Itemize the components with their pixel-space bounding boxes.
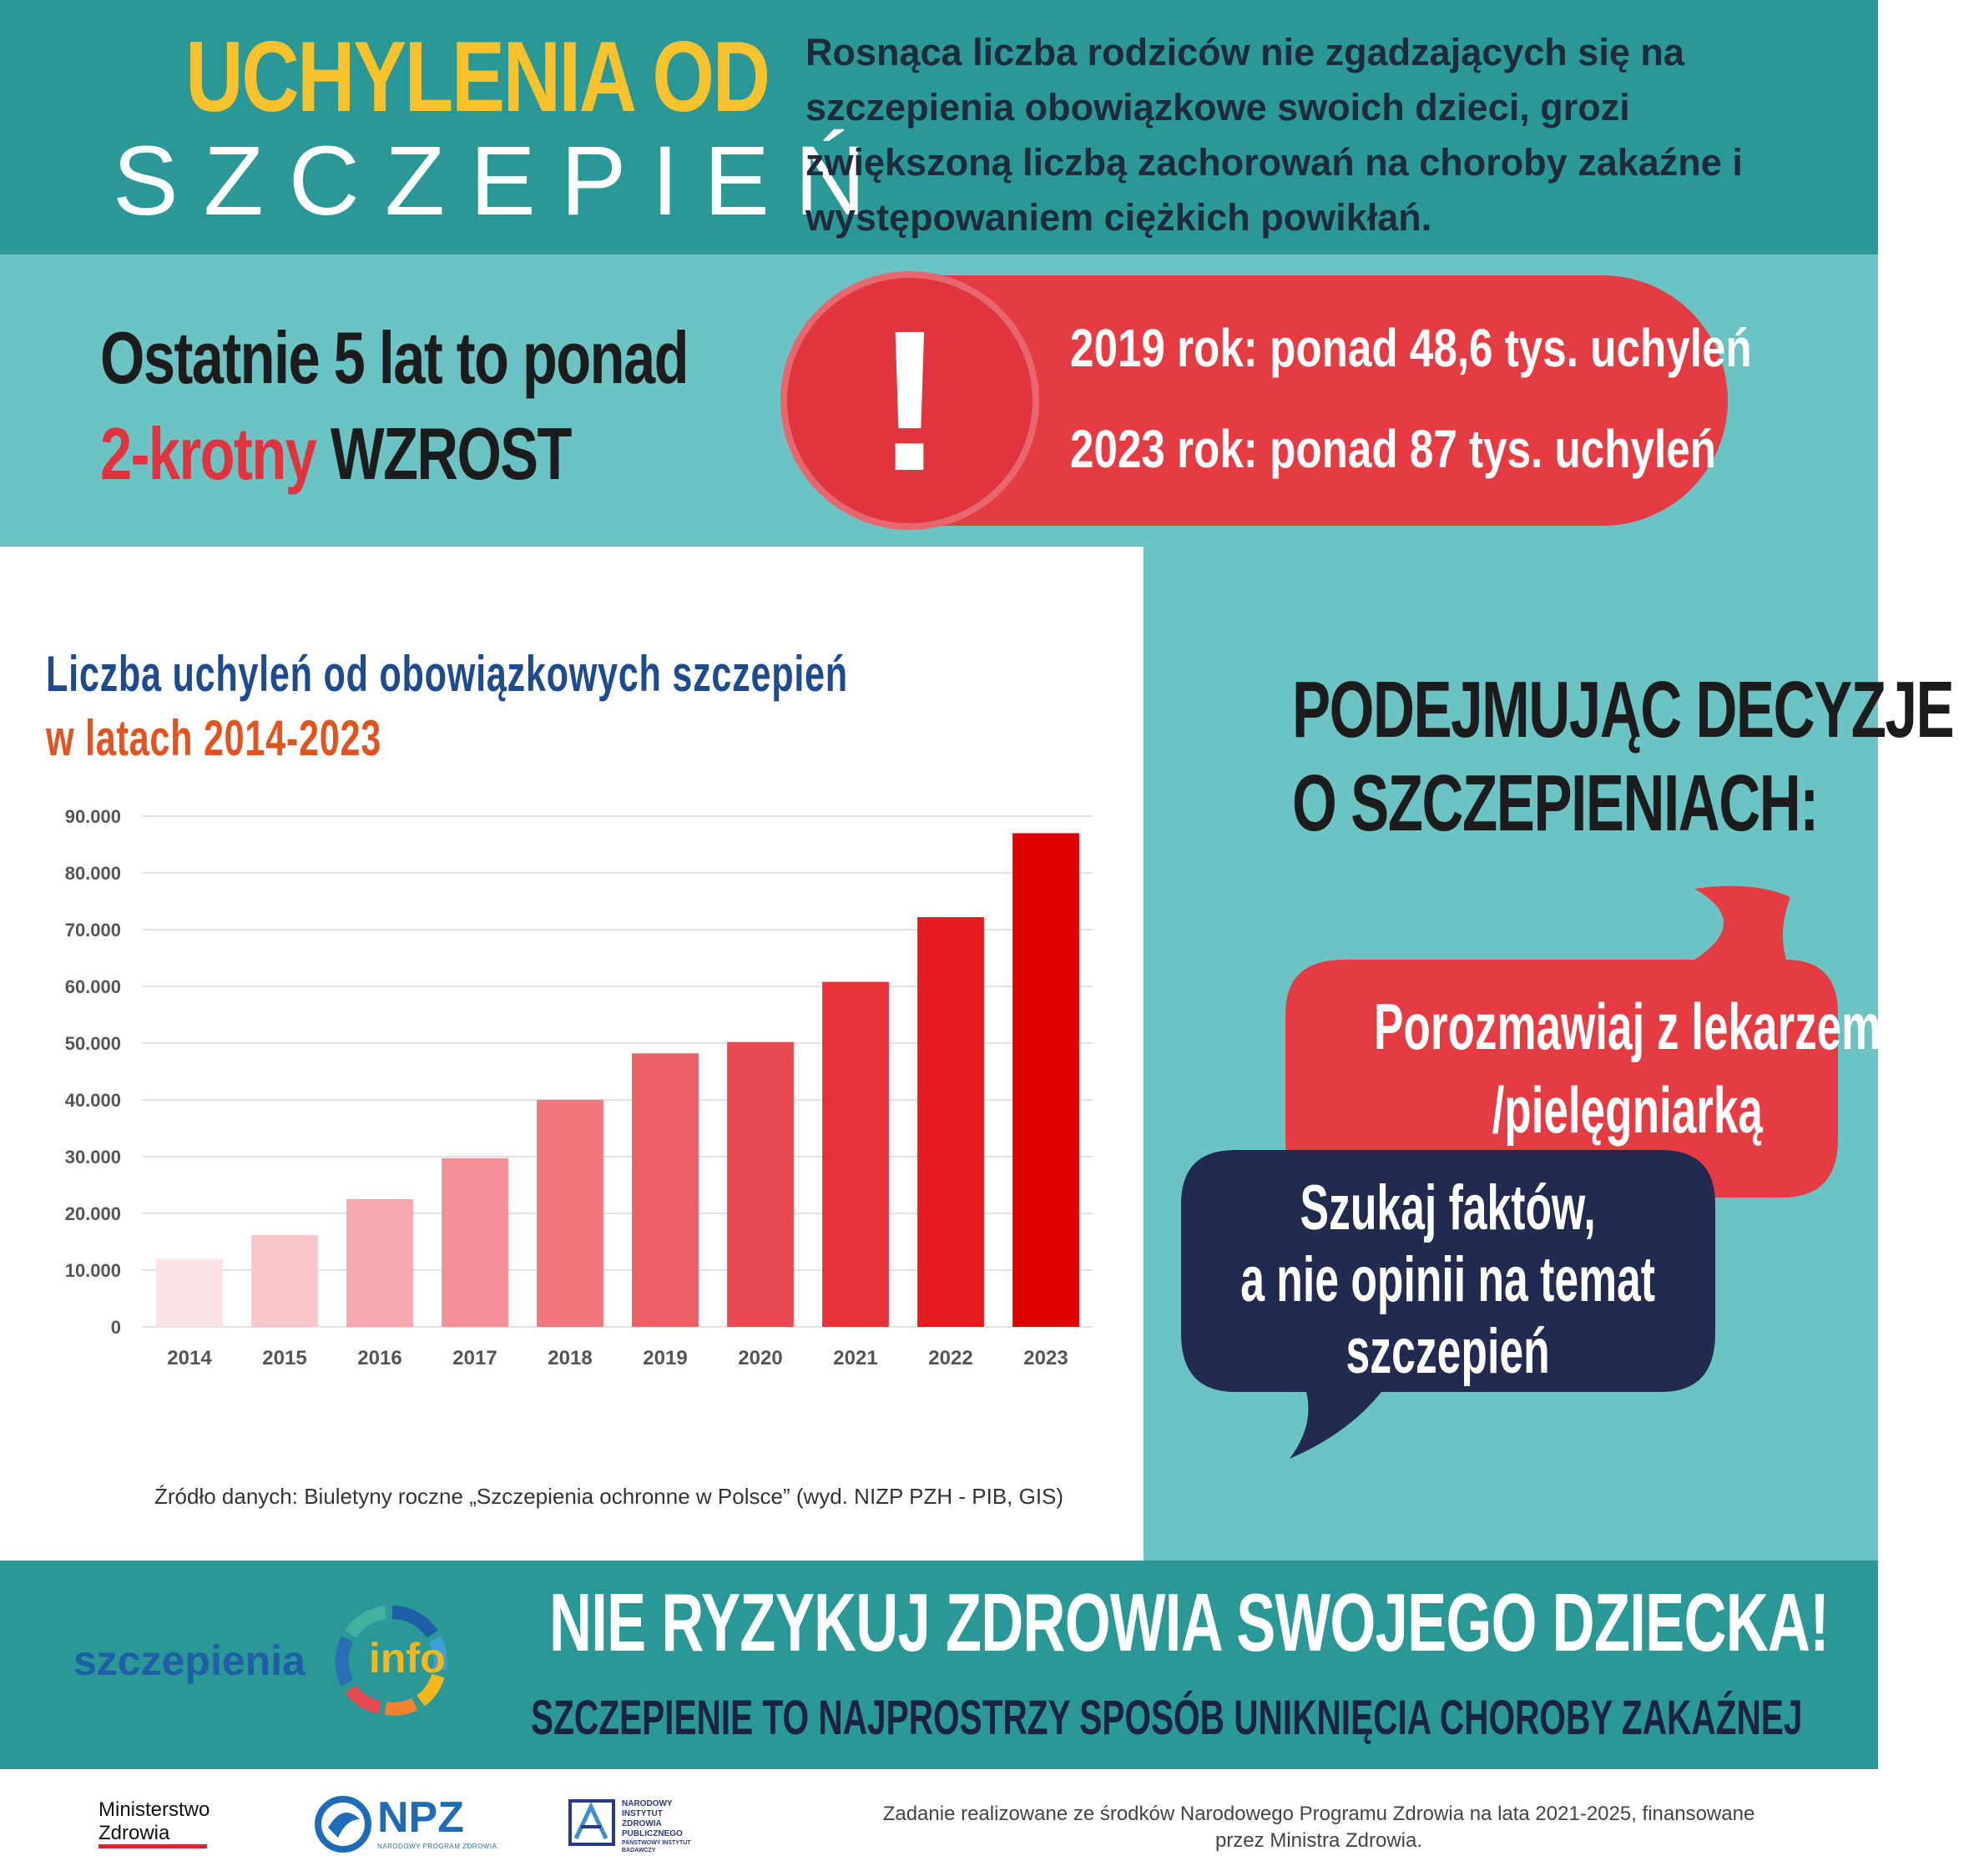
y-tick-label: 80.000	[64, 863, 121, 884]
x-tick-label: 2018	[548, 1347, 593, 1369]
subslogan: SZCZEPIENIE TO NAJPROSTRZY SPOSÓB UNIKNIĘCIA CHOROBY ZAKAŹNEJ	[531, 1691, 1803, 1745]
bar-2022	[917, 917, 984, 1327]
bubble-navy-line2: a nie opinii na temat	[1240, 1244, 1655, 1315]
main-title-line1: UCHYLENIA OD	[185, 21, 769, 133]
bubble-red-line1: Porozmawiaj z lekarzem	[1374, 990, 1881, 1063]
nizp-line4: PUBLICZNEGO	[622, 1829, 683, 1838]
stat-2023: 2023 rok: ponad 87 tys. uchyleń	[1070, 419, 1716, 479]
bar-2020	[727, 1042, 794, 1327]
stat-2019: 2019 rok: ponad 48,6 tys. uchyleń	[1070, 318, 1752, 378]
ministry-line2: Zdrowia	[98, 1822, 170, 1844]
data-source: Źródło danych: Biuletyny roczne „Szczepienia ochronne w Polsce” (wyd. NIZP PZH - PIB, GIS)	[154, 1484, 1064, 1509]
chart-title-line2: w latach 2014-2023	[46, 710, 382, 766]
growth-emphasis: 2-krotny	[100, 412, 316, 495]
exclamation-icon: !	[876, 289, 943, 512]
bubble-red-text	[1285, 985, 1969, 1152]
nizp-logo-icon	[568, 1798, 616, 1847]
y-tick-label: 40.000	[64, 1090, 121, 1111]
y-tick-label: 60.000	[64, 976, 121, 997]
main-title-line2: SZCZEPIEŃ	[113, 126, 891, 236]
funding-footnote: Zadanie realizowane ze środków Narodowego Programu Zdrowia na lata 2021-2025, finansowane przez Ministra Zdrowia.	[882, 1803, 1755, 1852]
npz-logo-icon	[313, 1794, 373, 1854]
bubble-navy-line1: Szukaj faktów,	[1300, 1172, 1596, 1243]
bar-2015	[251, 1235, 318, 1327]
x-tick-label: 2020	[738, 1347, 783, 1369]
y-tick-label: 30.000	[64, 1147, 121, 1167]
bar-2016	[346, 1199, 413, 1327]
nizp-line3: ZDROWIA	[622, 1819, 662, 1828]
x-tick-label: 2015	[262, 1347, 307, 1369]
npz-logo-text: NPZ	[377, 1793, 464, 1842]
bar-2023	[1012, 833, 1079, 1327]
decision-title-line1: PODEJMUJĄC DECYZJE	[1292, 665, 1954, 754]
bar-2021	[822, 982, 889, 1327]
y-tick-label: 10.000	[64, 1260, 121, 1281]
y-tick-label: 20.000	[64, 1203, 121, 1224]
y-tick-label: 50.000	[64, 1033, 121, 1054]
chart-title-line1: Liczba uchyleń od obowiązkowych szczepień	[46, 646, 848, 702]
x-tick-label: 2014	[167, 1347, 212, 1369]
x-tick-label: 2023	[1023, 1347, 1068, 1369]
slogan: NIE RYZYKUJ ZDROWIA SWOJEGO DZIECKA!	[549, 1576, 1829, 1668]
bubble-navy-text	[1181, 1172, 1714, 1388]
bubble-red-line2: /pielęgniarką	[1492, 1073, 1763, 1147]
logo-info: info	[369, 1635, 446, 1682]
nizp-line2: INSTYTUT	[622, 1809, 663, 1818]
nizp-line1: NARODOWY	[622, 1799, 673, 1808]
x-tick-label: 2022	[928, 1347, 973, 1369]
nizp-line6: BADAWCZY	[622, 1848, 656, 1853]
decision-title-line2: O SZCZEPIENIACH:	[1292, 759, 1818, 848]
x-tick-label: 2016	[357, 1347, 402, 1369]
y-tick-label: 70.000	[64, 920, 121, 941]
ministry-line1: Ministerstwo	[98, 1798, 210, 1821]
npz-logo-subtitle: NARODOWY PROGRAM ZDROWIA	[377, 1843, 497, 1850]
ministry-logo	[98, 1798, 210, 1845]
x-tick-label: 2019	[643, 1347, 688, 1369]
growth-word: WZROST	[330, 412, 571, 495]
bar-2019	[632, 1053, 699, 1327]
bubble-navy-line3: szczepień	[1345, 1316, 1550, 1387]
growth-line1: Ostatnie 5 lat to ponad	[100, 316, 688, 399]
bar-2018	[537, 1100, 603, 1327]
bar-2017	[442, 1158, 508, 1327]
growth-line2	[100, 412, 571, 495]
y-tick-label: 0	[110, 1317, 121, 1338]
intro-text: Rosnąca liczba rodziców nie zgadzających się na szczepienia obowiązkowe swoich dzieci, grozi zwiększoną liczbą zachorowań na choroby zakaźne i występowaniem ciężkich powikłań.	[805, 31, 1743, 239]
x-tick-label: 2017	[452, 1347, 497, 1369]
x-tick-label: 2021	[833, 1347, 878, 1369]
nizp-line5: PAŃSTWOWY INSTYTUT	[622, 1840, 691, 1846]
ministry-red-line	[98, 1844, 207, 1848]
logo-word: szczepienia	[73, 1637, 305, 1684]
decision-title	[1292, 663, 1953, 850]
bar-2014	[156, 1258, 223, 1327]
y-tick-label: 90.000	[64, 806, 121, 827]
nizp-logo-text	[622, 1799, 722, 1854]
bar-chart	[0, 793, 1144, 1377]
